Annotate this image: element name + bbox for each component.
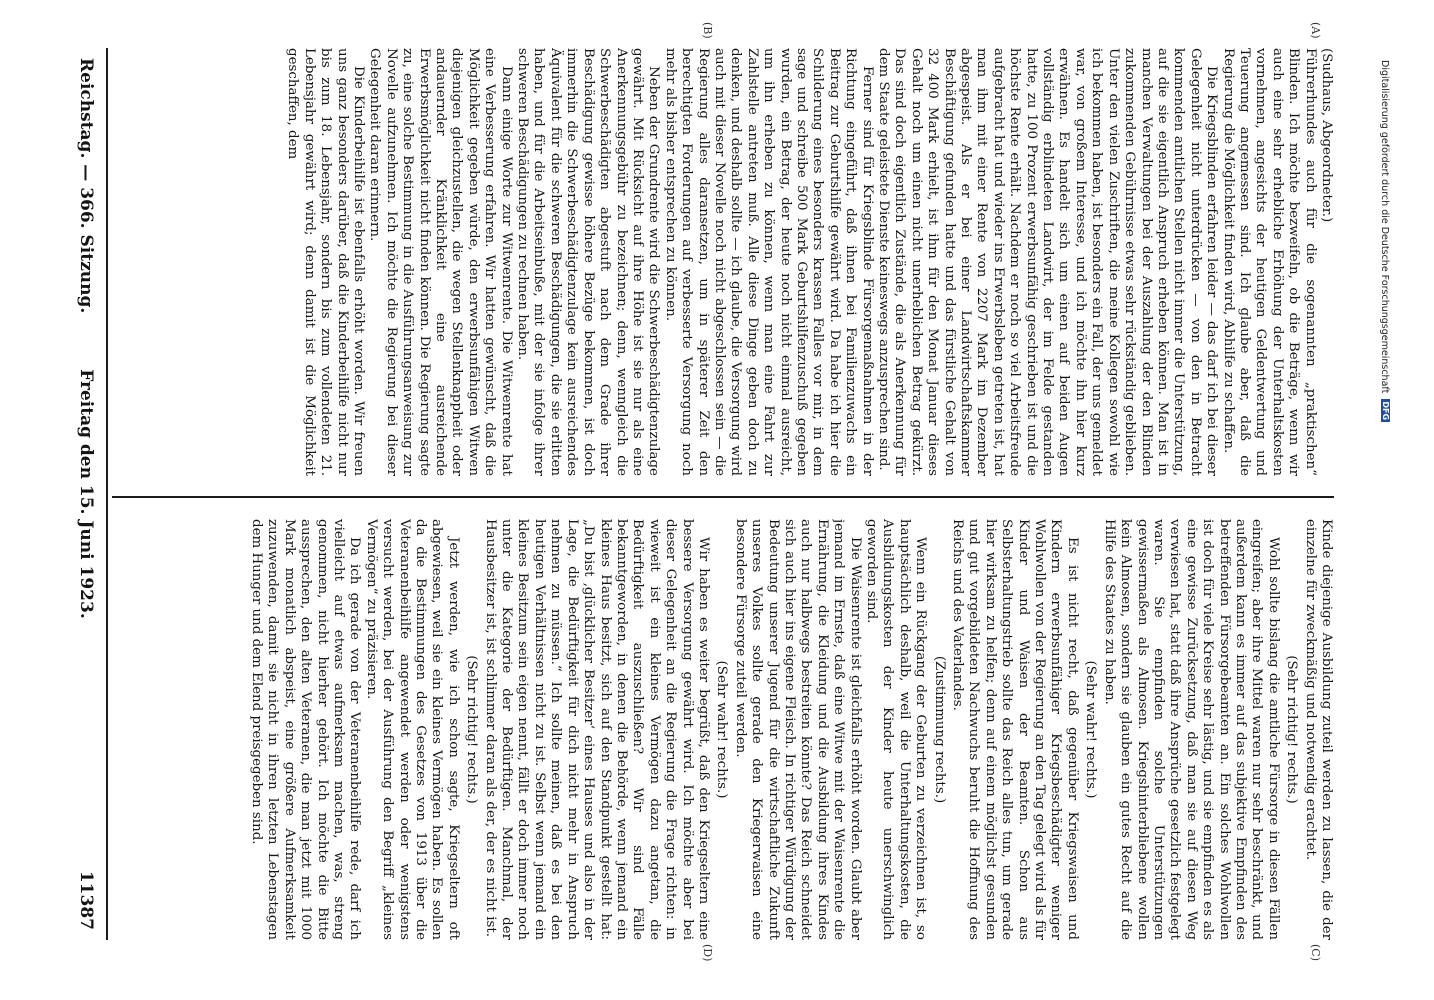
header-rule <box>106 48 108 940</box>
digitization-note <box>1379 60 1390 422</box>
paragraph: Wenn ein Rückgang der Geburten zu verzeichnen ist, so hauptsächlich deshalb, weil die Unterhaltungskosten, die Ausbildungskosten der Kinder heute unerschwinglich geworden sind. <box>864 519 929 940</box>
margin-letter-b: (B) <box>701 22 714 39</box>
paragraph: Ferner sind für Kriegsblinde Fürsorgemaßnahmen in der Richtung eingeführt, daß ihnen bei Familienzuwachs ein Beitrag zur Geburtshilfe gewährt wird. Da habe ich hier die Schilderung eines besonders krassen Falles vor mir, in dem sage und schreibe 500 Mark Geburtshilfenzuschuß gegeben wurden, ein Betrag, der heute noch nicht einmal ausreicht, um ihn erheben zu können, wenn man eine Fahrt zur Zahlstelle antreten muß. Alle diese Dinge geben doch zu denken, und deshalb sollte — ich glaube, die Versorgung wird auch mit dieser Novelle noch nicht abgeschlossen sein — die Regierung alles daransetzen, um in späterer Zeit den berechtigten Forderungen auf verbesserte Versorgung noch mehr als bisher entsprechen zu können. <box>662 48 875 476</box>
paragraph: Die Kriegsblinden erfahren leider — das darf ich bei dieser Gelegenheit nicht unterdrücken — von den in Betracht kommenden amtlichen Stellen nicht immer die Unterstützung, auf die sie eigentlich Anspruch erheben können. Man ist in manchen Verwaltungen bei der Auszahlung der den Blinden zukommenden Gebührnisse etwas sehr rückständig geblieben. Unter den vielen Zuschriften, die meine Kollegen sowohl wie ich bekommen haben, ist besonders ein Fall, der uns gemeldet war, von großem Interesse, und ich möchte ihn hier kurz erwähnen. Es handelt sich um einen auf beiden Augen vollständig erblindeten Landwirt, der im Felde gestanden hatte, zu 100 Prozent erwerbsunfähig geschrieben ist und die höchste Rente erhält. Nachdem er noch so viel Arbeitsfreude aufgebracht hat und wieder ins Erwerbsleben getreten ist, hat man ihm mit einer Rente von 2207 Mark im Dezember abgespeist. Als er bei einer Landwirtschaftskammer Beschäftigung gefunden hatte und das fürstliche Gehalt von 32 400 Mark erhielt, ist ihm für den Monat Januar dieses Gehalt noch um einen nicht unerheblichen Betrag gekürzt. Das sind doch eigentlich Zustände, die als Anerkennung für dem Staate geleistete Dienste keineswegs anzusprechen sind. <box>876 48 1220 476</box>
interjection: (Sehr richtig! rechts.) <box>464 655 480 804</box>
dfg-logo: DFG <box>1381 401 1390 421</box>
paragraph: Die Kinderbeihilfe ist ebenfalls erhöht worden. Wir freuen uns ganz besonders darüber, daß die Kinderbeihilfe nicht nur bis zum 18. Lebensjahr, sondern bis zum vollendeten 21. Lebensjahr gewährt wird; denn damit ist die Möglichkeit geschaffen, dem <box>285 48 367 476</box>
paragraph: Neben der Grundrente wird die Schwerbeschädigtenzulage gewährt. Mit Rücksicht auf ihre Höhe ist sie nur als eine Anerkennungsgebühr zu bezeichnen; denn, wenngleich die Schwerbeschädigten abgestuft nach dem Grade ihrer Beschädigung gewisse höhere Bezüge bekommen, ist doch immerhin die Schwerbeschädigtenzulage kein ausreichendes Äquivalent für die schweren Beschädigungen, die sie erlitten haben, und für die Arbeitseinbuße, mit der sie infolge ihrer schweren Beschädigungen zu rechnen haben. <box>515 48 662 476</box>
margin-letter-c: (C) <box>1309 944 1322 961</box>
interjection: (Sehr richtig! rechts.) <box>1284 655 1300 804</box>
digitization-text: Digitalisierung gefördert durch die Deutsche Forschungsgemeinschaft <box>1379 60 1390 394</box>
header-date: Freitag den 15. Juni 1923. <box>76 369 96 619</box>
paragraph: Wohl sollte bislang die amtliche Fürsorge in diesen Fällen eingreifen; aber ihre Mittel waren nur sehr beschränkt, und außerdem kann es immer auf das subjektive Empfinden des betreffenden Fürsorgebeamten an. Ein solches Wohlwollen ist doch für viele Kreise sehr lästig, und sie empfinden es als eine gewisse Zurücksetzung, daß man sie auf diesen Weg verwiesen hat, statt daß ihre Ansprüche gesetzlich festgelegt waren. Sie empfinden solche Unterstützungen gewissermaßen als Almosen. Kriegshinterbliebene wollen kein Almosen, sondern sie glauben ein gutes Recht auf die Hilfe des Staates zu haben. <box>1101 519 1281 940</box>
paragraph: Kinde diejenige Ausbildung zuteil werden zu lassen, die der einzelne für zweckmäßig und notwendig erachtet. <box>1302 519 1334 940</box>
header-left: Reichstag. — 366. Sitzung. <box>76 58 96 314</box>
column-divider <box>112 496 1334 498</box>
paragraph: Wir haben es weiter begrüßt, daß den Kriegseltern eine bessere Versorgung gewährt wird. Ich möchte aber bei dieser Gelegenheit an die Regierung die Frage richten: in wieweit ist ein kleines Vermögen dazu angetan, die Bedürftigkeit auszuschließen? Wir sind Fälle bekanntgeworden, in denen die Behörde, wenn jemand ein kleines Haus besitzt, sich auf den Standpunkt gestellt hat: „Du bist ‚glücklicher Besitzer‘ eines Hauses und also in der Lage, die Bedürftigkeit für dich nicht mehr in Anspruch nehmen zu müssen.“ Ich sollte meinen, daß es bei den heutigen Verhältnissen nicht zu ist. Selbst wenn jemand ein kleines Besitzum sein eigen nennt, fällt er doch immer noch unter die Kategorie der Bedürftigen. Manchmal, der Hausbesitzer ist, ist schlimmer daran als der, der es nicht ist. <box>482 519 711 940</box>
interjection: (Sehr wahr! rechts.) <box>714 660 730 799</box>
right-column <box>119 519 1334 940</box>
margin-letter-a: (A) <box>1309 22 1322 39</box>
paragraph: Führerhundes auch für die sogenannten „praktischen“ Blinden. Ich möchte bezweifeln, ob die Beträge, wenn wir auch eine sehr erhebliche Erhöhung der Unterhaltskosten vornehmen, angesichts der heutigen Geldentwertung und Teuerung angemessen sind. Ich glaube aber, daß die Regierung die Möglichkeit finden wird, Abhilfe zu schaffen. <box>1220 48 1318 476</box>
margin-letter-d: (D) <box>701 944 714 962</box>
interjection: (Sehr wahr! rechts.) <box>1083 660 1099 799</box>
page-header <box>70 48 98 940</box>
paragraph: Da ich gerade von der Veteranenbeihilfe rede, darf ich vielleicht auf etwas aufmerksam machen, was, streng genommen, nicht hierher gehört. Ich möchte die Bitte aussprechen, den alten Veteranen, die man jetzt mit 1000 Mark monatlich abspeist, eine größere Aufmerksamkeit zuzuwenden, damit sie nicht in ihren letzten Lebenstagen dem Hunger und dem Elend preisgegeben sind. <box>249 519 363 940</box>
paragraph: Es ist nicht recht, daß gegenüber Kriegswaisen und Kindern erwerbsunfähiger Kriegsbeschädigter weniger Wohlwollen von der Regierung an den Tag gelegt wird als für Kinder und Waisen der Beamten. Schon aus Selbsterhaltungstrieb sollte das Reich alles tun, um gerade hier wirksam zu helfen; denn auf einem möglichst gesunden und gut vorgebildeten Nachwuchs beruht die Hoffnung des Reichs und des Vaterlandes. <box>950 519 1080 940</box>
speaker-note: (Sudhaus, Abgeordneter.) <box>1319 48 1334 223</box>
paragraph: Dann einige Worte zur Witwenrente. Die Witwenrente hat eine Verbesserung erfahren. Wir hatten gewünscht, daß die Möglichkeit gegeben würde, den erwerbsunfähigen Witwen diejenigen gleichzustellen, die wegen Stellenknappheit oder andauernder Kränklichkeit eine ausreichende Erwerbsmöglichkeit nicht finden können. Die Regierung sagte zu, eine solche Bestimmung in die Ausführungsanweisung zur Novelle aufzunehmen. Ich möchte die Regierung bei dieser Gelegenheit daran erinnern. <box>367 48 514 476</box>
page-number: 11387 <box>76 870 96 930</box>
paragraph: Jetzt werden, wie ich schon sagte, Kriegseltern oft abgewiesen, weil sie ein kleines Vermögen haben. Es sollen da die Bestimmungen des Gesetzes von 1913 über die Veteranenbeihilfe angewendet werden oder wenigstens versucht werden, bei der Ausführung den Begriff „kleines Vermögen“ zu präzisieren. <box>363 519 461 940</box>
paragraph: Die Waisenrente ist gleichfalls erhöht worden. Glaubt aber jemand im Ernste, daß eine Witwe mit der Waisenrente die Ernährung, die Kleidung und die Ausbildung ihres Kindes auch nur halbwegs bestreiten könnte? Das Reich schneidet sich auch hier ins eigene Fleisch. In richtiger Würdigung der Bedeutung unserer Jugend für die wirtschaftliche Zukunft unseres Volkes sollte gerade den Kriegerwaisen eine besondere Fürsorge zuteil werden. <box>732 519 863 940</box>
interjection: (Zustimmung rechts.) <box>931 655 947 804</box>
left-column <box>119 48 1334 476</box>
